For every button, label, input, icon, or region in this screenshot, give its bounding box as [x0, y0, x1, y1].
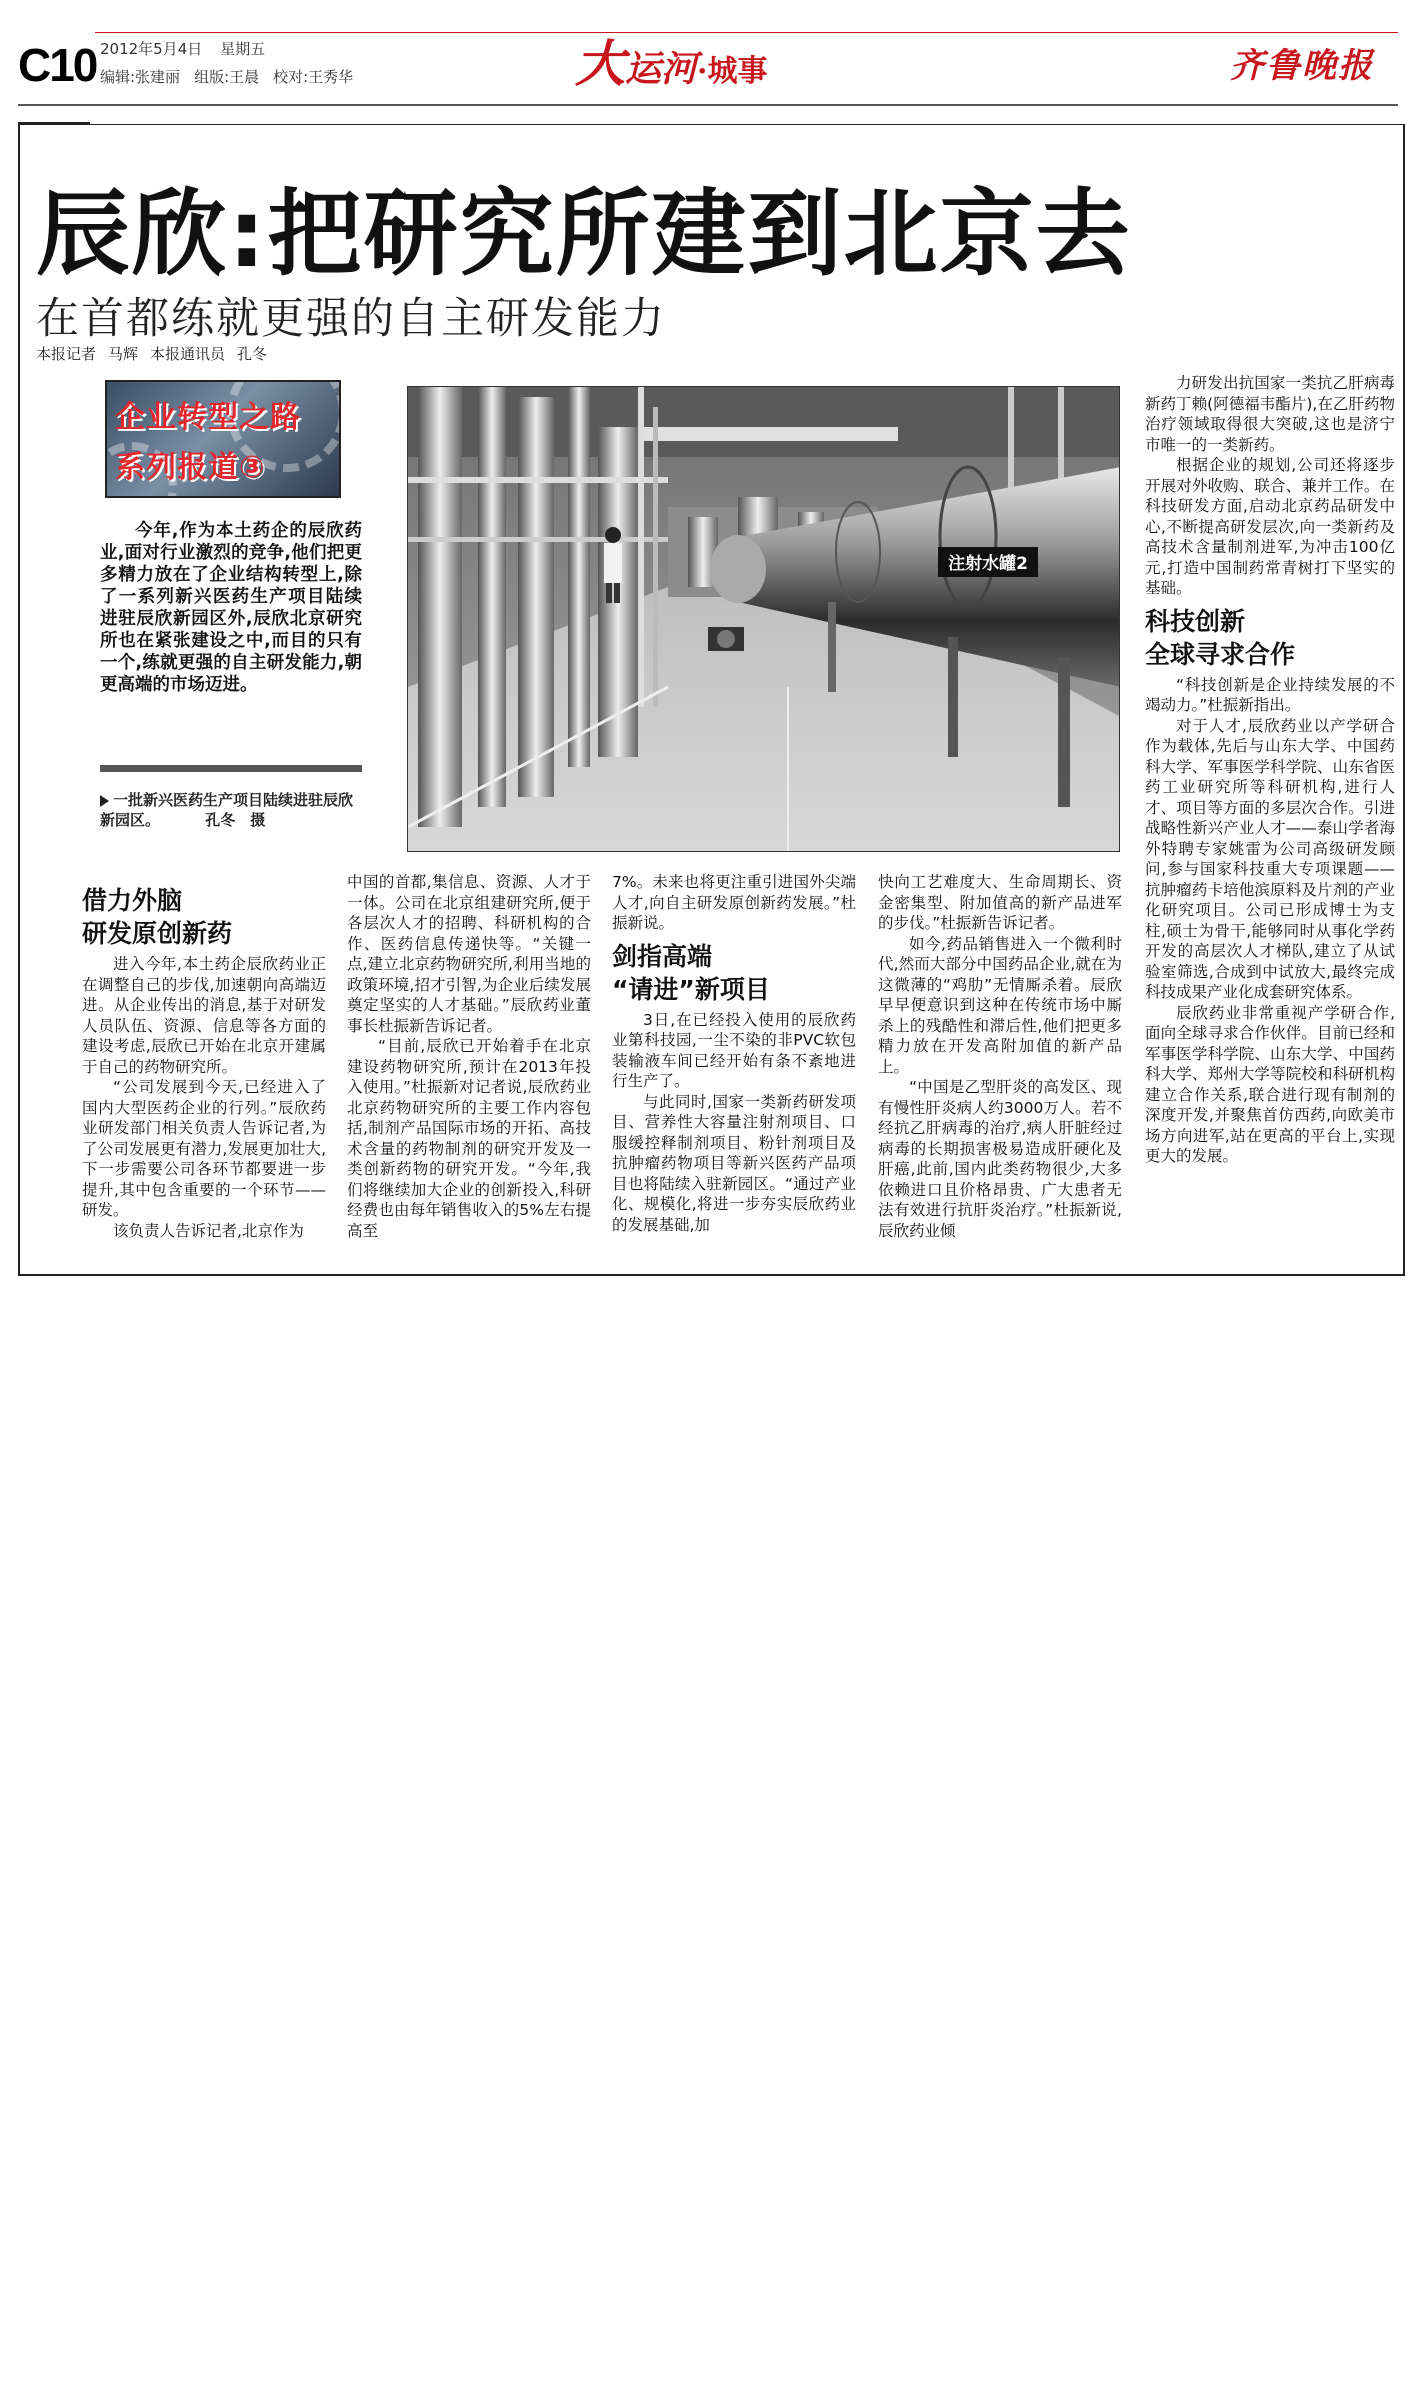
paragraph: 辰欣药业非常重视产学研合作,面向全球寻求合作伙伴。目前已经和军事医学科学院、山东大学、中国药科大学、郑州大学等院校和科研机构建立合作关系,联合进行现有制剂的深度开发,并聚焦首仿西药,向欧美市场方向进军,站在更高的平台上,实现更大的发展。 — [1145, 1003, 1395, 1165]
caption-rule — [100, 765, 362, 772]
byline-role-2: 本报通讯员 — [150, 345, 226, 363]
paragraph: 根据企业的规划,公司还将逐步开展对外收购、联合、兼并工作。在科技研发方面,启动北京药品研发中心,不断提高研发层次,向一类新药及高技术含量制剂进军,为冲击100亿元,打造中国制药常青树打下坚实的基础。 — [1145, 456, 1395, 597]
section-heading-3-line1: 科技创新 — [1145, 606, 1246, 636]
byline-role-1: 本报记者 — [36, 345, 97, 363]
series-number: 系列报道③ — [115, 450, 266, 485]
paragraph: “公司发展到今天,已经进入了国内大型医药企业的行列。”辰欣药业研发部门相关负责人告诉记者,为了公司发展更有潜力,发展更加壮大,下一步需要公司各环节都要进一步提升,其中包含重要的一个环节——研发。 — [82, 1078, 326, 1219]
body-column-2 — [347, 872, 591, 1241]
body-column-4 — [878, 872, 1122, 1241]
section-heading-1-line1: 借力外脑 — [82, 886, 183, 915]
byline-name-2: 孔冬 — [237, 345, 268, 363]
paragraph: 该负责人告诉记者,北京作为 — [113, 1221, 304, 1240]
editor-credit: 编辑:张建丽 — [100, 68, 181, 86]
paragraph: 进入今年,本土药企辰欣药业正在调整自己的步伐,加速朝向高端迈进。从企业传出的消息,基于对研发人员队伍、资源、信息等各方面的建设考虑,辰欣已开始在北京开建属于自己的药物研究所。 — [82, 955, 326, 1076]
series-title: 企业转型之路 — [115, 400, 301, 435]
paragraph: 与此同时,国家一类新药研发项目、营养性大容量注射剂项目、口服缓控释制剂项目、粉针剂项目及抗肿瘤药物项目等新兴医药产品项目也将陆续入驻新园区。“通过产业化、规模化,将进一步夯实辰欣药业的发展基础,加 — [612, 1092, 856, 1234]
article-intro: 今年,作为本土药企的辰欣药业,面对行业激烈的竞争,他们把更多精力放在了企业结构转型上,除了一系列新兴医药生产项目陆续进驻辰欣新园区外,辰欣北京研究所也在紧张建设之中,而目的只有一个,练就更强的自主研发能力,朝更高端的市场迈进。 — [100, 521, 362, 695]
paragraph: 对于人才,辰欣药业以产学研合作为载体,先后与山东大学、中国药科大学、军事医学科学院、山东省医药工业研究所等科研机构,进行人才、项目等方面的多层次合作。引进战略性新兴产业人才——泰山学者海外特聘专家姚雷为公司高级研发顾问,参与国家科技重大专项课题——抗肿瘤药卡培他滨原料及片剂的产业化研究项目。公司已形成博士为支柱,硕士为骨干,能够同时从事化学药开发的高层次人才梯队,建立了从试验室筛选,合成到中试放大,最终完成科技成果产业化成套研究体系。 — [1145, 716, 1395, 1001]
article-photo — [407, 386, 1120, 852]
paragraph: 7%。未来也将更注重引进国外尖端人才,向自主研发原创新药发展。”杜振新说。 — [612, 873, 856, 932]
section-heading-2-line2: “请进”新项目 — [612, 974, 770, 1004]
factory-photo-illustration — [408, 387, 1120, 852]
paragraph: 中国的首都,集信息、资源、人才于一体。公司在北京组建研究所,便于各层次人才的招聘、科研机构的合作、医药信息传递快等。“关键一点,建立北京药物研究所,利用当地的政策环境,招才引智,为企业后续发展奠定坚实的人才基础。”辰欣药业董事长杜振新告诉记者。 — [347, 873, 591, 1035]
body-column-3 — [612, 872, 856, 1235]
section-heading-3-line2: 全球寻求合作 — [1145, 639, 1296, 669]
body-column-1 — [82, 878, 326, 1241]
caption-arrow-icon — [100, 795, 109, 807]
newspaper-name: 齐鲁晚报 — [1230, 46, 1374, 86]
caption-text: 一批新兴医药生产项目陆续进驻辰欣新园区。 — [100, 791, 354, 829]
paragraph: 快向工艺难度大、生命周期长、资金密集型、附加值高的新产品进军的步伐。”杜振新告诉记者。 — [878, 873, 1122, 932]
section-name: ·城事 — [697, 54, 768, 89]
paragraph: 如今,药品销售进入一个微利时代,然而大部分中国药品企业,就在为这微薄的“鸡肋”无情厮杀着。辰欣早早便意识到这种在传统市场中厮杀上的残酷性和滞后性,他们把更多精力放在开发高附加值的新产品上。 — [878, 934, 1122, 1076]
section-heading-1 — [82, 884, 326, 950]
byline — [36, 343, 279, 364]
proof-credit: 校对:王秀华 — [273, 68, 354, 86]
paragraph: “目前,辰欣已开始着手在北京建设药物研究所,预计在2013年投入使用。”杜振新对记者说,辰欣药业北京药物研究所的主要工作内容包括,制剂产品国际市场的开拓、高技术含量的药物制剂的研究开发及一类创新药物的研究开发。“今年,我们将继续加大企业的创新投入,科研经费也由每年销售收入的5%左右提高至 — [347, 1037, 591, 1240]
section-heading-2-line1: 剑指高端 — [612, 941, 713, 971]
issue-date — [100, 38, 283, 59]
photo-caption — [100, 790, 362, 830]
section-logo-big: 大 — [575, 34, 625, 93]
paragraph: 3日,在已经投入使用的辰欣药业第科技园,一尘不染的非PVC软包装输液车间已经开始有条不紊地进行生产了。 — [612, 1010, 856, 1090]
paragraph: “科技创新是企业持续发展的不竭动力。”杜振新指出。 — [1145, 675, 1395, 714]
staff-credits — [100, 66, 367, 87]
paragraph: 力研发出抗国家一类抗乙肝病毒新药丁赖(阿德福韦酯片),在乙肝药物治疗领域取得很大突破,这也是济宁市唯一的一类新药。 — [1145, 374, 1395, 454]
header-rule — [18, 104, 1398, 106]
right-column — [1145, 373, 1395, 1167]
series-badge — [105, 380, 341, 498]
page-number: C10 — [18, 39, 97, 91]
subheadline: 在首都练就更强的自主研发能力 — [36, 294, 666, 344]
paragraph: “中国是乙型肝炎的高发区、现有慢性肝炎病人约3000万人。若不经抗乙肝病毒的治疗,病人肝脏经过病毒的长期损害极易造成肝硬化及肝癌,此前,国内此类药物很少,大多依赖进口且价格昂贵、广大患者无法有效进行抗肝炎治疗。”杜振新说,辰欣药业倾 — [878, 1078, 1122, 1240]
date-text: 2012年5月4日 — [100, 40, 203, 58]
section-logo — [575, 24, 767, 96]
photo-credit: 孔冬 摄 — [205, 811, 266, 829]
headline: 辰欣:把研究所建到北京去 — [36, 180, 1132, 289]
weekday-text: 星期五 — [220, 40, 266, 58]
section-heading-2 — [612, 940, 856, 1006]
layout-credit: 组版:王晨 — [194, 68, 260, 86]
frame-corner-mark — [18, 122, 90, 125]
byline-name-1: 马辉 — [108, 345, 139, 363]
section-heading-1-line2: 研发原创新药 — [82, 919, 233, 948]
section-heading-3 — [1145, 605, 1395, 671]
tank-label: 注射水罐2 — [948, 554, 1028, 574]
section-logo-rest: 运河 — [625, 48, 698, 90]
